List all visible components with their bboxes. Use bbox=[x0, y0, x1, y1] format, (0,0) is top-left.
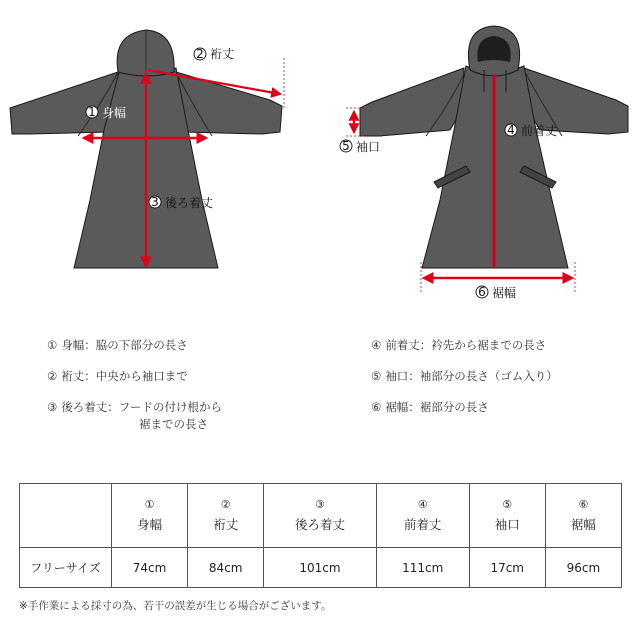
table-header-cell: ⑥ 裾幅 bbox=[545, 484, 621, 548]
table-cell: 101cm bbox=[264, 548, 376, 588]
measurement-note: ※手作業による採寸の為、若干の誤差が生じる場合がございます。 bbox=[19, 600, 332, 612]
table-row bbox=[20, 548, 622, 588]
desc-cuff: ⑤ 袖口：袖部分の長さ（ゴム入り） bbox=[371, 369, 558, 383]
svg-text:裄丈: 裄丈 bbox=[210, 47, 235, 61]
svg-text:5: 5 bbox=[342, 139, 350, 153]
coat-front-view bbox=[360, 26, 628, 268]
table-corner-cell bbox=[20, 484, 112, 548]
label-sleeve-length bbox=[194, 46, 234, 61]
label-body-width bbox=[86, 105, 126, 120]
svg-text:2: 2 bbox=[196, 47, 204, 61]
table-cell: 17cm bbox=[469, 548, 545, 588]
table-cell: 84cm bbox=[188, 548, 264, 588]
svg-text:1: 1 bbox=[88, 105, 96, 119]
table-cell: 74cm bbox=[112, 548, 188, 588]
svg-text:6: 6 bbox=[478, 285, 486, 299]
svg-text:4: 4 bbox=[507, 123, 515, 137]
label-cuff bbox=[340, 139, 380, 154]
desc-sleeve-length: ② 裄丈：中央から袖口まで bbox=[47, 369, 188, 383]
svg-text:3: 3 bbox=[151, 195, 159, 209]
table-header-cell: ② 裄丈 bbox=[188, 484, 264, 548]
size-name-cell: フリーサイズ bbox=[20, 548, 112, 588]
table-header-cell: ④ 前着丈 bbox=[376, 484, 469, 548]
svg-text:袖口: 袖口 bbox=[356, 140, 381, 154]
label-hem-width bbox=[476, 285, 516, 300]
svg-text:身幅: 身幅 bbox=[102, 106, 127, 120]
table-header-cell: ① 身幅 bbox=[112, 484, 188, 548]
table-cell: 111cm bbox=[376, 548, 469, 588]
svg-text:裾幅: 裾幅 bbox=[492, 286, 517, 300]
table-header-row bbox=[20, 484, 622, 548]
desc-front-length: ④ 前着丈：衿先から裾までの長さ bbox=[371, 338, 547, 352]
table-header-cell: ③ 後ろ着丈 bbox=[264, 484, 376, 548]
label-front-length bbox=[505, 123, 557, 138]
measurement-diagram bbox=[0, 0, 640, 310]
label-back-length bbox=[149, 195, 213, 210]
desc-hem-width: ⑥ 裾幅：裾部分の長さ bbox=[371, 400, 489, 414]
desc-back-length: ③ 後ろ着丈：フードの付け根から 裾までの長さ bbox=[47, 400, 222, 431]
table-header-cell: ⑤ 袖口 bbox=[469, 484, 545, 548]
desc-body-width: ① 身幅：脇の下部分の長さ bbox=[47, 338, 188, 352]
svg-text:前着丈: 前着丈 bbox=[521, 124, 558, 138]
svg-text:後ろ着丈: 後ろ着丈 bbox=[165, 196, 214, 210]
table-cell: 96cm bbox=[545, 548, 621, 588]
size-table bbox=[19, 483, 622, 588]
